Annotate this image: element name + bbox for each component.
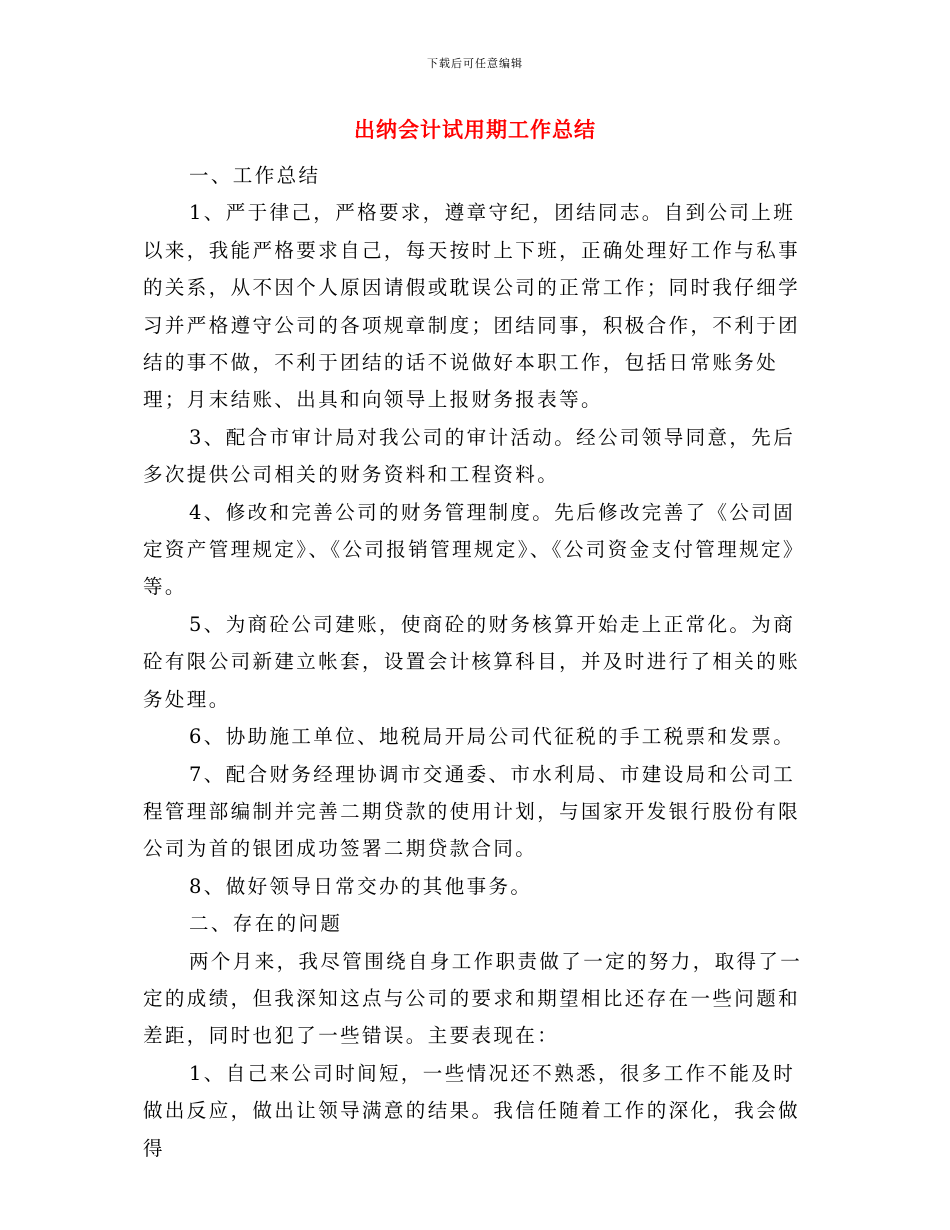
paragraph-problems-intro: 两个月来，我尽管围绕自身工作职责做了一定的努力，取得了一定的成绩，但我深知这点与公司的要求和期望相比还存在一些问题和差距，同时也犯了一些错误。主要表现在： (143, 949, 803, 1048)
section-heading-work-summary: 一、工作总结 (189, 164, 321, 187)
paragraph-item-3: 3、配合市审计局对我公司的审计活动。经公司领导同意，先后多次提供公司相关的财务资料和工程资料。 (143, 425, 796, 487)
paragraph-problem-1: 1、自己来公司时间短，一些情况还不熟悉，很多工作不能及时做出反应，做出让领导满意的结果。我信任随着工作的深化，我会做得 (143, 1061, 801, 1160)
paragraph-item-1: 1、严于律己，严格要求，遵章守纪，团结同志。自到公司上班以来，我能严格要求自己，每天按时上下班，正确处理好工作与私事的关系，从不因个人原因请假或耽误公司的正常工作；同时我仔细学习并严格遵守公司的各项规章制度；团结同事，积极合作，不利于团结的事不做，不利于团结的话不说做好本职工作，包括日常账务处理；月末结账、出具和向领导上报财务报表等。 (143, 201, 801, 412)
paragraph-item-6: 6、协助施工单位、地税局开局公司代征税的手工税票和发票。 (189, 725, 796, 749)
document-body (143, 157, 807, 1167)
paragraph-item-4: 4、修改和完善公司的财务管理制度。先后修改完善了《公司固定资产管理规定》、《公司报销管理规定》、《公司资金支付管理规定》等。 (143, 500, 805, 599)
page-header-note: 下载后可任意编辑 (427, 57, 523, 70)
document-title: 出纳会计试用期工作总结 (354, 117, 596, 142)
section-heading-problems: 二、存在的问题 (189, 912, 343, 936)
paragraph-item-5: 5、为商砼公司建账，使商砼的财务核算开始走上正常化。为商砼有限公司新建立帐套，设置会计核算科目，并及时进行了相关的账务处理。 (143, 612, 801, 711)
paragraph-item-7: 7、配合财务经理协调市交通委、市水利局、市建设局和公司工程管理部编制并完善二期贷款的使用计划，与国家开发银行股份有限公司为首的银团成功签署二期贷款合同。 (143, 762, 801, 861)
paragraph-item-8: 8、做好领导日常交办的其他事务。 (189, 874, 533, 898)
